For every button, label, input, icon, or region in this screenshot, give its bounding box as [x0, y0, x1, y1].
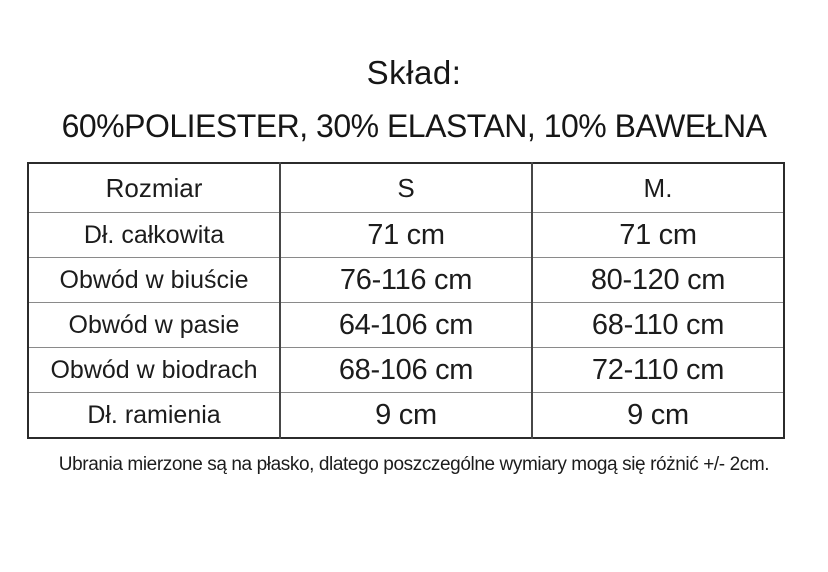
page-title: Skład:	[366, 54, 462, 91]
cell-value: 9 cm	[280, 393, 532, 439]
cell-value: 71 cm	[532, 213, 784, 258]
table-row	[28, 348, 784, 393]
column-header-size-s: S	[280, 163, 532, 213]
row-label-hips: Obwód w biodrach	[28, 348, 280, 393]
cell-value: 68-110 cm	[532, 303, 784, 348]
table-row	[28, 393, 784, 439]
row-label-total-length: Dł. całkowita	[28, 213, 280, 258]
cell-value: 64-106 cm	[280, 303, 532, 348]
cell-value: 80-120 cm	[532, 258, 784, 303]
row-label-bust: Obwód w biuście	[28, 258, 280, 303]
table-row	[28, 213, 784, 258]
cell-value: 9 cm	[532, 393, 784, 439]
table-row	[28, 258, 784, 303]
cell-value: 68-106 cm	[280, 348, 532, 393]
row-label-sleeve: Dł. ramienia	[28, 393, 280, 439]
cell-value: 72-110 cm	[532, 348, 784, 393]
table-row	[28, 303, 784, 348]
size-table	[27, 162, 785, 439]
column-header-size-m: M.	[532, 163, 784, 213]
row-label-waist: Obwód w pasie	[28, 303, 280, 348]
composition-line: 60%POLIESTER, 30% ELASTAN, 10% BAWEŁNA	[61, 108, 767, 144]
table-header-row	[28, 163, 784, 213]
cell-value: 71 cm	[280, 213, 532, 258]
column-header-rozmiar: Rozmiar	[28, 163, 280, 213]
measurement-disclaimer: Ubrania mierzone są na płasko, dlatego poszczególne wymiary mogą się różnić +/- 2cm.	[58, 454, 770, 475]
cell-value: 76-116 cm	[280, 258, 532, 303]
